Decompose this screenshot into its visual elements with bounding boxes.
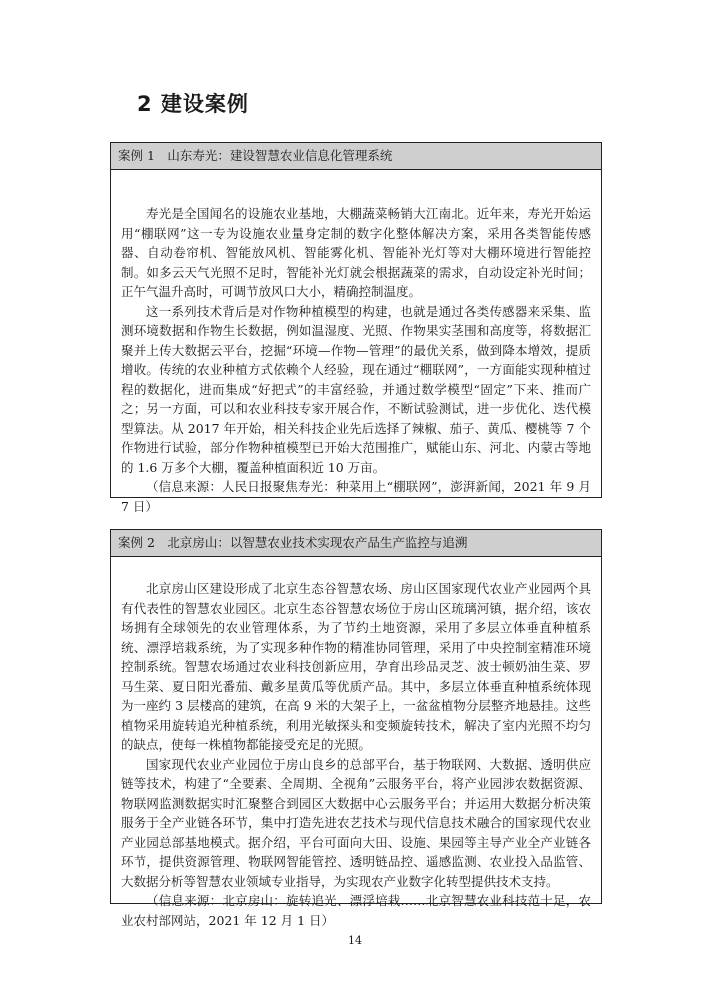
case-1-box bbox=[110, 142, 602, 514]
case-1-source: （信息来源：人民日报聚焦寿光：种菜用上“棚联网”，澎湃新闻，2021 年 9 月 7 日） bbox=[121, 479, 591, 514]
case-2-header: 案例 2 北京房山：以智慧农业技术实现农产品生产监控与追溯 bbox=[111, 530, 601, 557]
case-1-paragraph-1: 寿光是全国闻名的设施农业基地，大棚蔬菜畅销大江南北。近年来，寿光开始运用“棚联网”这一专为设施农业量身定制的数字化整体解决方案，采用各类智能传感器、自动卷帘机、智能放风机、智能雾化机、智能补光灯等对大棚环境进行智能控制。如多云天气光照不足时，智能补光灯就会根据蔬菜的需求，自动设定补光时间；正午气温升高时，可调节放风口大小，精确控制温度。 bbox=[121, 206, 591, 299]
case-1-body bbox=[111, 170, 601, 520]
section-title: 2 建设案例 bbox=[137, 92, 249, 116]
case-2-box bbox=[110, 529, 602, 928]
case-2-paragraph-2: 国家现代农业产业园位于房山良乡的总部平台，基于物联网、大数据、透明供应链等技术，构建了“全要素、全周期、全视角”云服务平台，将产业园涉农数据资源、物联网监测数据实时汇聚整合到园区大数据中心云服务平台；并运用大数据分析决策服务于全产业链各环节，集中打造先进农艺技术与现代信息技术融合的国家现代农业产业园总部基地模式。据介绍，平台可面向大田、设施、果园等主导产业全产业链各环节，提供资源管理、物联网智能管控、透明链品控、遥感监测、农业投入品监管、大数据分析等智慧农业领域专业指导，为实现农产业数字化转型提供技术支持。 bbox=[121, 756, 591, 889]
case-2-source: （信息来源：北京房山：旋转追光、漂浮培栽……北京智慧农业科技范十足，农业农村部网站，2021 年 12 月 1 日） bbox=[121, 893, 591, 928]
case-1-header: 案例 1 山东寿光：建设智慧农业信息化管理系统 bbox=[111, 143, 601, 170]
case-2-paragraph-1: 北京房山区建设形成了北京生态谷智慧农场、房山区国家现代农业产业园两个具有代表性的智慧农业园区。北京生态谷智慧农场位于房山区琉璃河镇，据介绍，该农场拥有全球领先的农业管理体系，为了节约土地资源，采用了多层立体垂直种植系统、漂浮培栽系统，为了实现多种作物的精准协同管理，采用了中央控制室精准环境控制系统。智慧农场通过农业科技创新应用，孕育出珍品灵芝、波士顿奶油生菜、罗马生菜、夏日阳光番茄、戴多星黄瓜等优质产品。其中，多层立体垂直种植系统体现为一座约 3 层楼高的建筑，在高 9 米的大架子上，一盆盆植物分层整齐地悬挂。这些植物采用旋转追光种植系统，利用光敏探头和变频旋转技术，解决了室内光照不均匀的缺点，使每一株植物都能接受充足的光照。 bbox=[121, 581, 591, 752]
case-1-paragraph-2: 这一系列技术背后是对作物种植模型的构建，也就是通过各类传感器来采集、监测环境数据和作物生长数据，例如温湿度、光照、作物果实茎围和高度等，将数据汇聚并上传大数据云平台，挖掘“环境—作物—管理”的最优关系，做到降本增效，提质增收。传统的农业种植方式依赖个人经验，现在通过“棚联网”，一方面能实现种植过程的数据化，进而集成“好把式”的丰富经验，并通过数学模型“固定”下来、推而广之；另一方面，可以和农业科技专家开展合作，不断试验测试，进一步优化、迭代模型算法。从 2017 年开始，相关科技企业先后选择了辣椒、茄子、黄瓜、樱桃等 7 个作物进行试验，部分作物种植模型已开始大范围推广，赋能山东、河北、内蒙古等地的 1.6 万多个大棚，覆盖种植面积近 10 万亩。 bbox=[121, 303, 591, 475]
page-number: 14 bbox=[348, 934, 362, 947]
case-2-body bbox=[111, 557, 601, 934]
